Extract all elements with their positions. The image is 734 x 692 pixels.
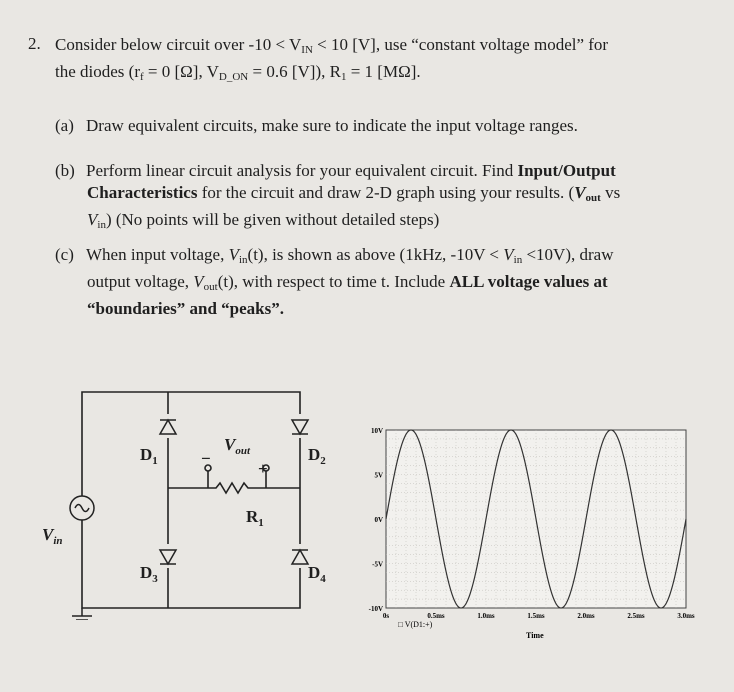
resistor-r1	[168, 483, 300, 493]
label-vin: $V_{in}$	[42, 525, 63, 547]
question-number: 2.	[28, 34, 41, 53]
part-b-label: (b)	[55, 161, 75, 180]
label-d1: $D_1$	[140, 445, 158, 467]
x-tick-label: 2.5ms	[627, 612, 645, 620]
diode-d3	[160, 544, 176, 568]
diode-d1	[160, 414, 176, 438]
chart-legend: □ V(D1:+)	[398, 620, 433, 629]
diode-d4	[292, 544, 308, 568]
label-vout: $V_{out}$	[224, 435, 251, 457]
x-tick-label: 2.0ms	[577, 612, 595, 620]
part-c-label: (c)	[55, 245, 74, 264]
y-tick-label: -10V	[368, 605, 383, 613]
label-r1: $R_1$	[246, 507, 264, 529]
label-vout-minus: −	[201, 449, 211, 468]
x-tick-label: 0s	[382, 612, 390, 620]
x-tick-label: 0.5ms	[427, 612, 445, 620]
y-tick-label: -5V	[372, 560, 383, 569]
part-c: (c) When input voltage, $V_{in}(t)$, is shown as above (1kHz, $-10V < V_{in} <10V$), draw output voltage, $V_{out}(t)$, with respect to time t. Include ALL voltage values at “boundaries” and “peaks”.	[55, 245, 614, 318]
y-tick-label: 10V	[370, 427, 383, 435]
label-d4: $D_4$	[308, 563, 326, 585]
part-a-label: (a)	[55, 116, 74, 135]
ground-symbol	[72, 608, 92, 620]
vin-waveform-chart	[366, 420, 696, 650]
part-a-text: Draw equivalent circuits, make sure to indicate the input voltage ranges.	[86, 116, 578, 135]
label-d2: $D_2$	[308, 445, 326, 467]
part-b: (b) Perform linear circuit analysis for your equivalent circuit. Find Input/Output Characteristics for the circuit and draw 2-D graph using your results. ($V_{out}$ vs $V_{in}$) (No points will be given without detailed steps)	[55, 161, 621, 231]
y-tick-label: 5V	[374, 471, 383, 480]
diode-d2	[292, 414, 308, 438]
x-axis-label: Time	[526, 631, 544, 640]
ac-source	[70, 496, 94, 520]
x-tick-label: 3.0ms	[677, 612, 695, 620]
y-tick-label: 0V	[374, 516, 383, 524]
question-statement: Consider below circuit over $-10 < V_{IN} < 10$ [V], use “constant voltage model” for the diodes ($r_f = 0$ [Ω], $V_{D\_ON} = 0.6$ [V]), $R_1 = 1$ [MΩ].	[55, 35, 609, 83]
circuit-wires	[82, 392, 300, 608]
part-a	[55, 115, 720, 137]
x-tick-label: 1.0ms	[477, 612, 495, 620]
x-tick-label: 1.5ms	[527, 612, 545, 620]
label-d3: $D_3$	[140, 563, 158, 585]
label-vout-plus: +	[258, 459, 268, 478]
bridge-circuit-diagram	[40, 380, 340, 620]
